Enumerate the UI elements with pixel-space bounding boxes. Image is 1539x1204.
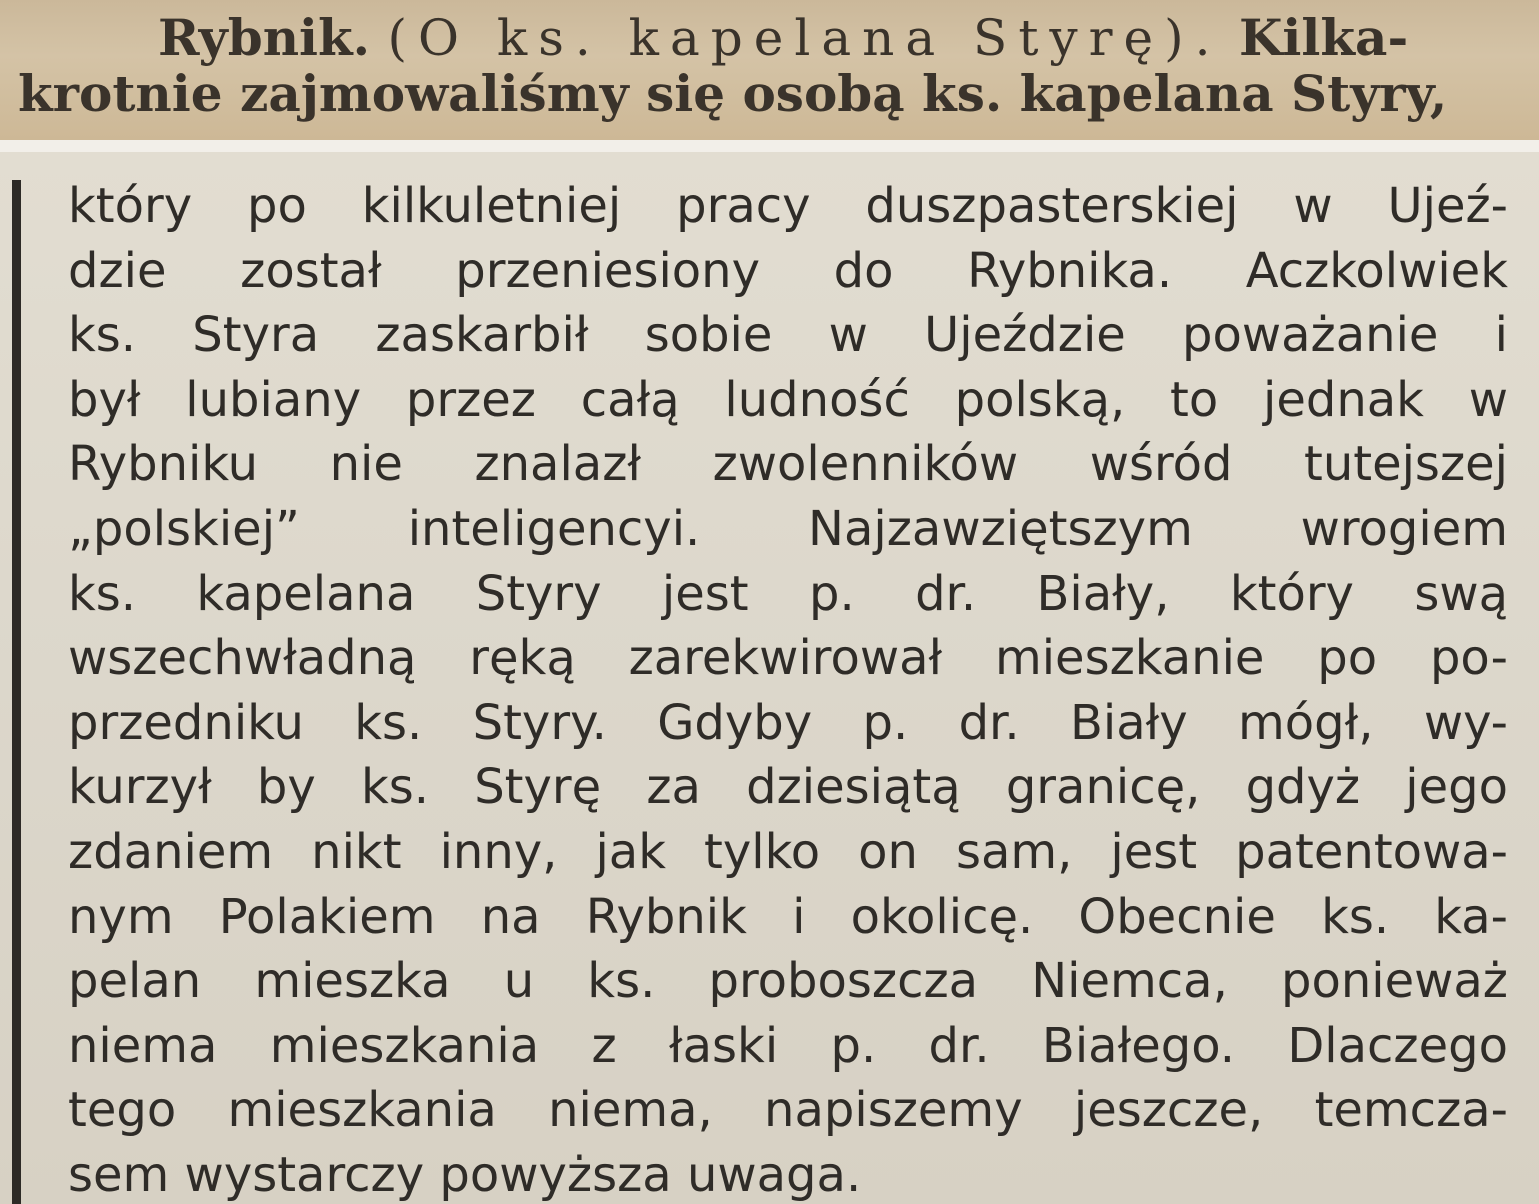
article-heading xyxy=(158,8,1539,67)
column-rule xyxy=(12,180,21,1204)
main-clipping xyxy=(0,152,1539,1204)
clipping-gap xyxy=(0,140,1539,152)
article-line: pelan mieszka u ks. proboszcza Niemca, ponieważ xyxy=(68,953,1508,1010)
article-line: który po kilkuletniej pracy duszpasterskiej w Ujeź- xyxy=(68,178,1508,234)
article-line: zdaniem nikt inny, jak tylko on sam, jest patentowa- xyxy=(68,823,1508,880)
article-line: był lubiany przez całą ludność polską, to jednak w xyxy=(68,371,1508,428)
article-line: nym Polakiem na Rybnik i okolicę. Obecnie ks. ka- xyxy=(68,888,1508,945)
article-line: niema mieszkania z łaski p. dr. Białego. Dlaczego xyxy=(68,1017,1508,1074)
article-body xyxy=(68,174,1508,1204)
article-line: przedniku ks. Styry. Gdyby p. dr. Biały mógł, wy- xyxy=(68,694,1508,751)
heading-line-2: krotnie zajmowaliśmy się osobą ks. kapelana Styry, xyxy=(18,64,1448,123)
article-line: kurzył by ks. Styrę za dziesiątą granicę, gdyż jego xyxy=(68,759,1508,816)
header-clipping xyxy=(0,0,1539,140)
article-line: wszechwładną ręką zarekwirował mieszkanie po po- xyxy=(68,630,1508,687)
article-line: ks. kapelana Styry jest p. dr. Biały, który swą xyxy=(68,565,1508,622)
heading-subtitle: (O ks. kapelana Styrę). xyxy=(387,9,1222,67)
article-line: sem wystarczy powyższa uwaga. xyxy=(68,1146,862,1203)
heading-town: Rybnik. xyxy=(158,8,371,67)
heading-tail: Kilka- xyxy=(1238,8,1409,67)
article-line: dzie został przeniesiony do Rybnika. Aczkolwiek xyxy=(68,242,1508,299)
article-line: „polskiej” inteligencyi. Najzawziętszym wrogiem xyxy=(68,500,1508,557)
article-line: tego mieszkania niema, napiszemy jeszcze, temcza- xyxy=(68,1082,1508,1139)
article-line: Rybniku nie znalazł zwolenników wśród tutejszej xyxy=(68,436,1508,493)
article-line: ks. Styra zaskarbił sobie w Ujeździe poważanie i xyxy=(68,307,1508,364)
